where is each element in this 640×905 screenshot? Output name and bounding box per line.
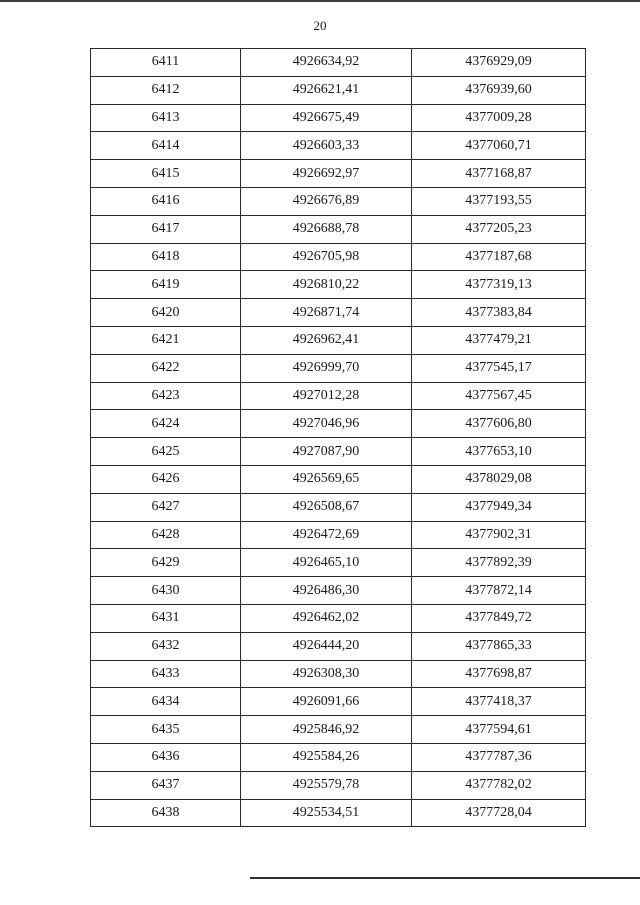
y-coordinate-cell: 4377319,13 [412, 271, 586, 299]
coordinates-table-body [91, 49, 586, 827]
x-coordinate-cell: 4926962,41 [241, 326, 412, 354]
x-coordinate-cell: 4925584,26 [241, 743, 412, 771]
point-number-cell: 6411 [91, 49, 241, 77]
x-coordinate-cell: 4926676,89 [241, 187, 412, 215]
table-row [91, 160, 586, 188]
point-number-cell: 6419 [91, 271, 241, 299]
table-row [91, 326, 586, 354]
table-row [91, 660, 586, 688]
y-coordinate-cell: 4376939,60 [412, 76, 586, 104]
x-coordinate-cell: 4927046,96 [241, 410, 412, 438]
x-coordinate-cell: 4925534,51 [241, 799, 412, 827]
y-coordinate-cell: 4377728,04 [412, 799, 586, 827]
table-row [91, 215, 586, 243]
point-number-cell: 6416 [91, 187, 241, 215]
y-coordinate-cell: 4377606,80 [412, 410, 586, 438]
table-row [91, 632, 586, 660]
y-coordinate-cell: 4377060,71 [412, 132, 586, 160]
point-number-cell: 6434 [91, 688, 241, 716]
point-number-cell: 6436 [91, 743, 241, 771]
y-coordinate-cell: 4377009,28 [412, 104, 586, 132]
table-row [91, 382, 586, 410]
y-coordinate-cell: 4377787,36 [412, 743, 586, 771]
point-number-cell: 6422 [91, 354, 241, 382]
point-number-cell: 6426 [91, 465, 241, 493]
point-number-cell: 6438 [91, 799, 241, 827]
y-coordinate-cell: 4377383,84 [412, 299, 586, 327]
y-coordinate-cell: 4377479,21 [412, 326, 586, 354]
point-number-cell: 6429 [91, 549, 241, 577]
table-row [91, 465, 586, 493]
table-row [91, 243, 586, 271]
table-row [91, 743, 586, 771]
coordinates-table [90, 48, 586, 827]
x-coordinate-cell: 4925579,78 [241, 771, 412, 799]
y-coordinate-cell: 4377187,68 [412, 243, 586, 271]
point-number-cell: 6424 [91, 410, 241, 438]
y-coordinate-cell: 4377865,33 [412, 632, 586, 660]
table-row [91, 493, 586, 521]
y-coordinate-cell: 4377949,34 [412, 493, 586, 521]
point-number-cell: 6432 [91, 632, 241, 660]
x-coordinate-cell: 4926308,30 [241, 660, 412, 688]
page-number: 20 [313, 18, 327, 33]
y-coordinate-cell: 4377849,72 [412, 604, 586, 632]
x-coordinate-cell: 4926508,67 [241, 493, 412, 521]
x-coordinate-cell: 4926621,41 [241, 76, 412, 104]
point-number-cell: 6423 [91, 382, 241, 410]
table-row [91, 132, 586, 160]
x-coordinate-cell: 4926634,92 [241, 49, 412, 77]
table-row [91, 187, 586, 215]
y-coordinate-cell: 4377782,02 [412, 771, 586, 799]
point-number-cell: 6435 [91, 716, 241, 744]
table-row [91, 521, 586, 549]
scan-edge-top [0, 0, 640, 2]
point-number-cell: 6413 [91, 104, 241, 132]
table-row [91, 354, 586, 382]
table-row [91, 410, 586, 438]
x-coordinate-cell: 4926999,70 [241, 354, 412, 382]
table-row [91, 438, 586, 466]
point-number-cell: 6418 [91, 243, 241, 271]
point-number-cell: 6430 [91, 577, 241, 605]
point-number-cell: 6417 [91, 215, 241, 243]
y-coordinate-cell: 4377594,61 [412, 716, 586, 744]
x-coordinate-cell: 4926871,74 [241, 299, 412, 327]
y-coordinate-cell: 4377653,10 [412, 438, 586, 466]
x-coordinate-cell: 4927012,28 [241, 382, 412, 410]
point-number-cell: 6433 [91, 660, 241, 688]
x-coordinate-cell: 4926444,20 [241, 632, 412, 660]
x-coordinate-cell: 4926569,65 [241, 465, 412, 493]
x-coordinate-cell: 4926462,02 [241, 604, 412, 632]
x-coordinate-cell: 4926692,97 [241, 160, 412, 188]
y-coordinate-cell: 4377545,17 [412, 354, 586, 382]
x-coordinate-cell: 4925846,92 [241, 716, 412, 744]
table-row [91, 299, 586, 327]
point-number-cell: 6427 [91, 493, 241, 521]
point-number-cell: 6437 [91, 771, 241, 799]
table-row [91, 688, 586, 716]
table-row [91, 271, 586, 299]
table-row [91, 549, 586, 577]
y-coordinate-cell: 4377902,31 [412, 521, 586, 549]
table-row [91, 104, 586, 132]
y-coordinate-cell: 4377698,87 [412, 660, 586, 688]
x-coordinate-cell: 4926705,98 [241, 243, 412, 271]
x-coordinate-cell: 4926688,78 [241, 215, 412, 243]
scan-mark-bottom [250, 877, 640, 879]
x-coordinate-cell: 4926603,33 [241, 132, 412, 160]
x-coordinate-cell: 4926675,49 [241, 104, 412, 132]
y-coordinate-cell: 4377193,55 [412, 187, 586, 215]
y-coordinate-cell: 4377567,45 [412, 382, 586, 410]
point-number-cell: 6421 [91, 326, 241, 354]
x-coordinate-cell: 4926091,66 [241, 688, 412, 716]
point-number-cell: 6414 [91, 132, 241, 160]
y-coordinate-cell: 4377872,14 [412, 577, 586, 605]
table-row [91, 716, 586, 744]
point-number-cell: 6412 [91, 76, 241, 104]
y-coordinate-cell: 4377168,87 [412, 160, 586, 188]
point-number-cell: 6425 [91, 438, 241, 466]
table-row [91, 49, 586, 77]
y-coordinate-cell: 4376929,09 [412, 49, 586, 77]
x-coordinate-cell: 4926810,22 [241, 271, 412, 299]
x-coordinate-cell: 4927087,90 [241, 438, 412, 466]
point-number-cell: 6428 [91, 521, 241, 549]
table-row [91, 76, 586, 104]
point-number-cell: 6415 [91, 160, 241, 188]
point-number-cell: 6431 [91, 604, 241, 632]
x-coordinate-cell: 4926486,30 [241, 577, 412, 605]
table-row [91, 577, 586, 605]
point-number-cell: 6420 [91, 299, 241, 327]
y-coordinate-cell: 4377418,37 [412, 688, 586, 716]
x-coordinate-cell: 4926472,69 [241, 521, 412, 549]
y-coordinate-cell: 4377205,23 [412, 215, 586, 243]
x-coordinate-cell: 4926465,10 [241, 549, 412, 577]
table-row [91, 799, 586, 827]
table-row [91, 604, 586, 632]
table-row [91, 771, 586, 799]
y-coordinate-cell: 4378029,08 [412, 465, 586, 493]
y-coordinate-cell: 4377892,39 [412, 549, 586, 577]
